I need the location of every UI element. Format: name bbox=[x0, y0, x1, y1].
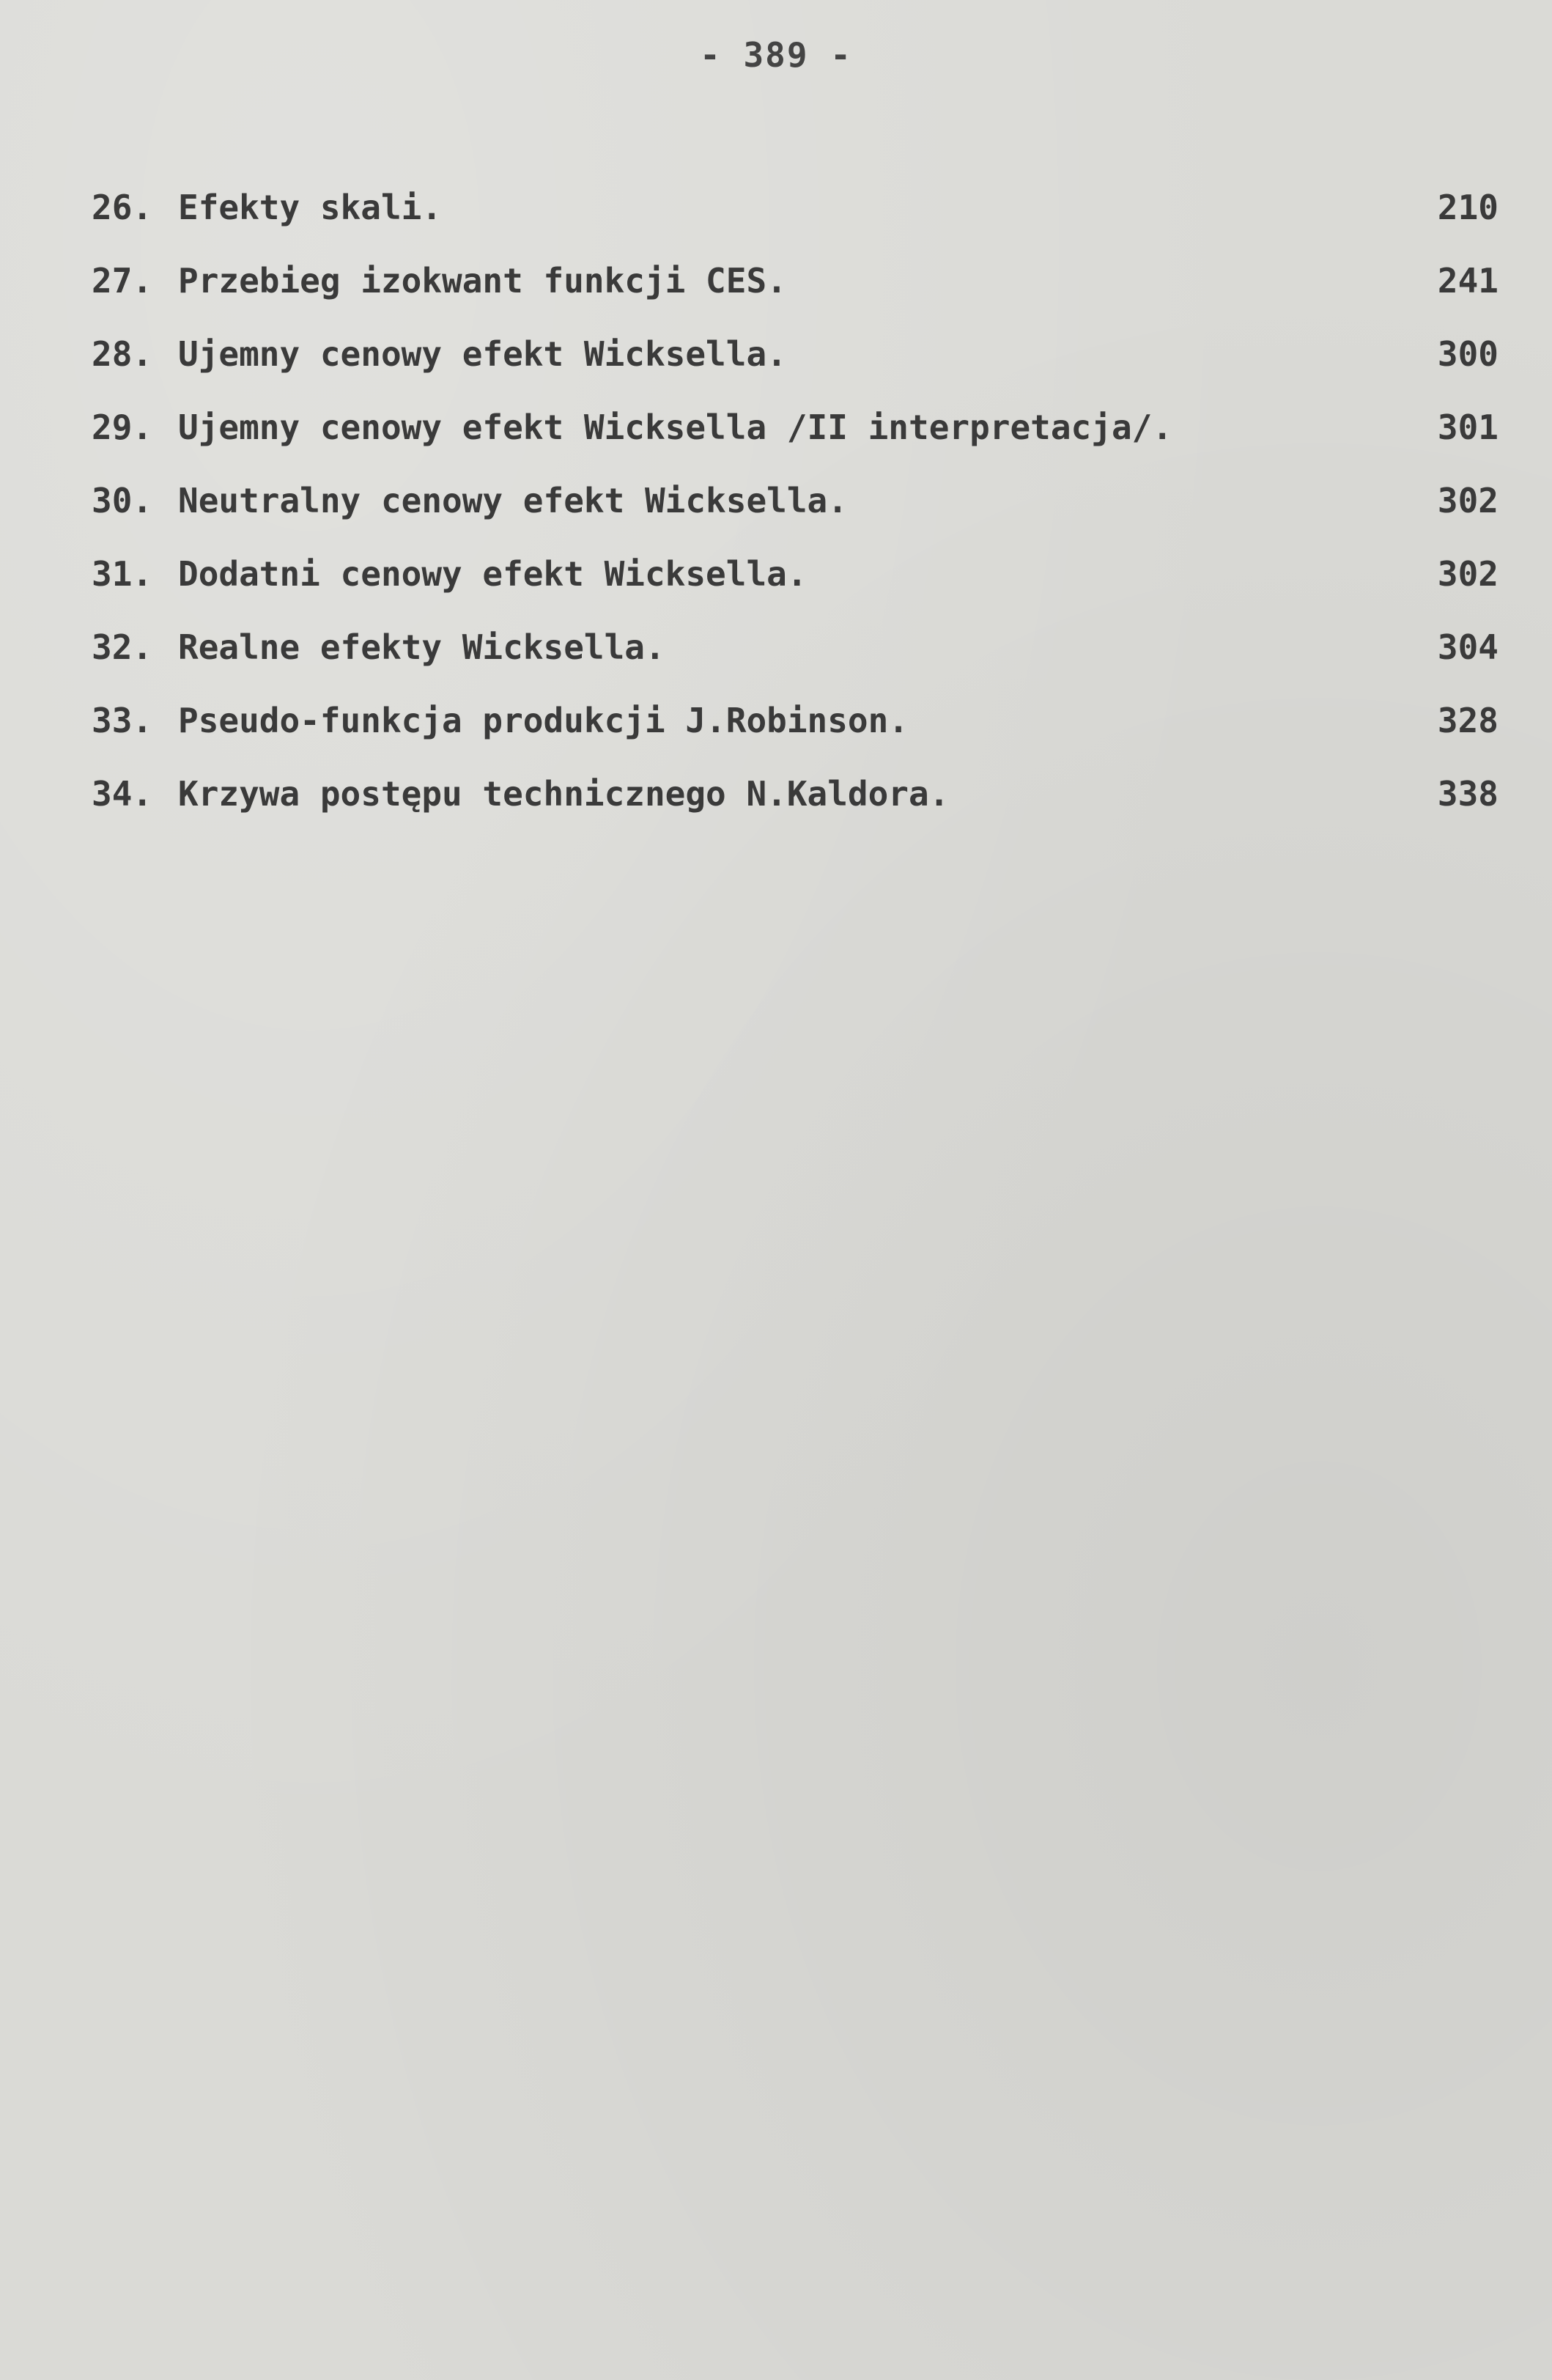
entry-page-ref: 300 bbox=[1437, 334, 1499, 374]
entry-page-ref: 301 bbox=[1437, 408, 1499, 447]
entry-number: 30. bbox=[92, 481, 153, 520]
entry-page-ref: 328 bbox=[1437, 701, 1499, 740]
entry-page-ref: 210 bbox=[1437, 188, 1499, 227]
list-item bbox=[92, 696, 1499, 770]
entry-number: 31. bbox=[92, 554, 153, 594]
list-item bbox=[92, 330, 1499, 403]
entry-number: 29. bbox=[92, 408, 153, 447]
entry-number: 26. bbox=[92, 188, 153, 227]
entry-title: Dodatni cenowy efekt Wicksella. bbox=[178, 554, 808, 594]
entry-title: Ujemny cenowy efekt Wicksella /II interpretacja/. bbox=[178, 408, 1173, 447]
entry-number: 28. bbox=[92, 334, 153, 374]
entry-title: Efekty skali. bbox=[178, 188, 443, 227]
entry-number: 34. bbox=[92, 774, 153, 814]
list-item bbox=[92, 770, 1499, 843]
figure-list bbox=[92, 183, 1499, 843]
entry-title: Ujemny cenowy efekt Wicksella. bbox=[178, 334, 787, 374]
entry-title: Krzywa postępu technicznego N.Kaldora. bbox=[178, 774, 950, 814]
entry-page-ref: 338 bbox=[1437, 774, 1499, 814]
entry-page-ref: 304 bbox=[1437, 627, 1499, 667]
list-item bbox=[92, 183, 1499, 257]
entry-title: Pseudo-funkcja produkcji J.Robinson. bbox=[178, 701, 909, 740]
entry-number: 27. bbox=[92, 261, 153, 301]
entry-page-ref: 302 bbox=[1437, 554, 1499, 594]
entry-page-ref: 241 bbox=[1437, 261, 1499, 301]
entry-page-ref: 302 bbox=[1437, 481, 1499, 520]
list-item bbox=[92, 403, 1499, 476]
page-number: - 389 - bbox=[700, 35, 852, 75]
entry-number: 33. bbox=[92, 701, 153, 740]
entry-title: Realne efekty Wicksella. bbox=[178, 627, 665, 667]
entry-number: 32. bbox=[92, 627, 153, 667]
list-item bbox=[92, 623, 1499, 696]
list-item bbox=[92, 476, 1499, 550]
list-item bbox=[92, 257, 1499, 330]
entry-title: Przebieg izokwant funkcji CES. bbox=[178, 261, 787, 301]
entry-title: Neutralny cenowy efekt Wicksella. bbox=[178, 481, 848, 520]
list-item bbox=[92, 550, 1499, 623]
